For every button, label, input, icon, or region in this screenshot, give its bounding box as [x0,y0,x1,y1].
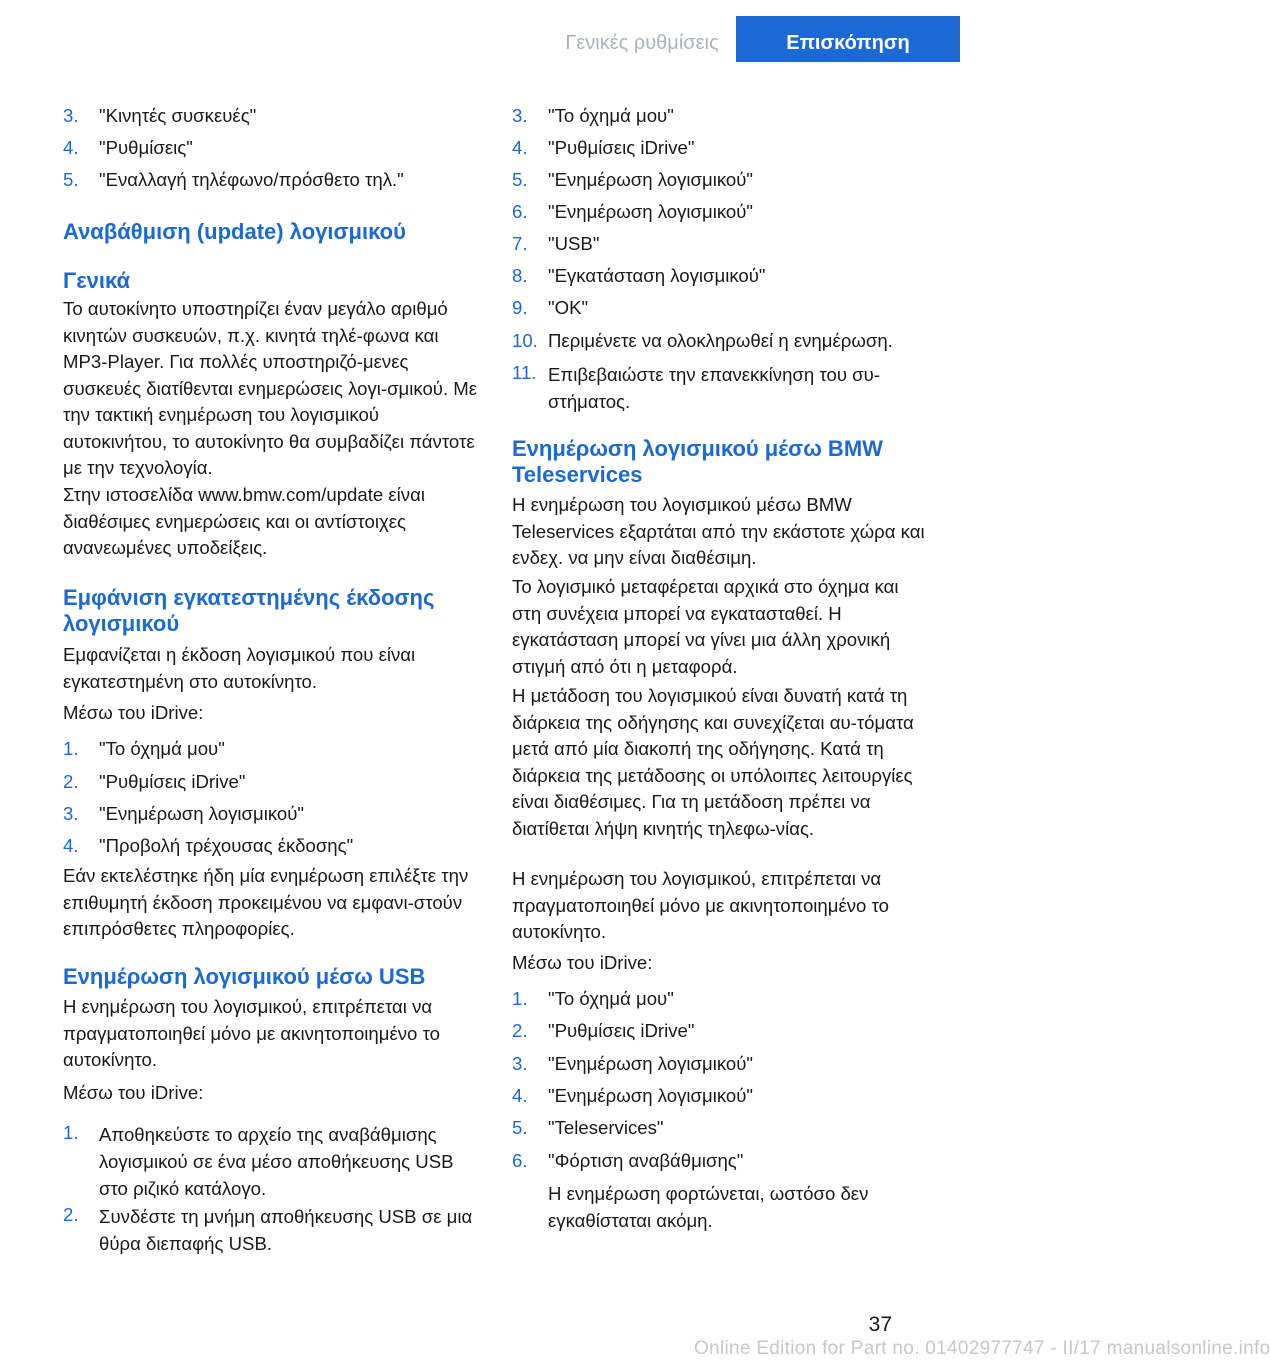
step-text: "Ρυθμίσεις iDrive" [548,1020,695,1041]
step-number: 10. [512,330,538,351]
paragraph-tele-3: Η μετάδοση του λογισμικού είναι δυνατή κατά τη διάρκεια της οδήγησης και συνεχίζεται αυ‐τόματα μετά από μία διακοπή της οδήγησης. Κατά τη διάρκεια της μετάδοσης οι υπόλοιπες λειτουργίες είναι διαθέσιμες. Για τη μετάδοση πρέπει να διατίθεται λήψη κινητής τηλεφω‐νίας. [512,685,914,839]
list-item [63,802,481,826]
paragraph-via-idrive: Μέσω του iDrive: [63,702,204,723]
list-item [512,264,932,288]
paragraph-display-2: Εάν εκτελέστηκε ήδη μία ενημέρωση επιλέξτε την επιθυμητή έκδοση προκειμένου να εμφανι‐στούν επιπρόσθετες πληροφορίες. [63,865,469,939]
paragraph-tele-4: Η ενημέρωση του λογισμικού, επιτρέπεται να πραγματοποιηθεί μόνο με ακινητοποιημένο το αυτοκίνητο. [512,868,889,942]
list-item [63,104,481,128]
list-item [63,737,481,761]
list-item [512,1052,932,1076]
list-item [512,361,932,415]
step-text: "Το όχημά μου" [548,105,674,126]
step-text: "Το όχημά μου" [99,738,225,759]
step-number: 3. [512,1053,528,1074]
step-text: "USB" [548,233,600,254]
step-number: 5. [63,169,79,190]
step-number: 4. [512,137,528,158]
paragraph-general-2: Στην ιστοσελίδα www.bmw.com/update είναι διαθέσιμες ενημερώσεις και οι αντίστοιχες ανανεωμένες υποδείξεις. [63,484,425,558]
subheading-display-version: Εμφάνιση εγκατεστημένης έκδοσης λογισμικού [63,585,435,636]
step-number: 5. [512,1117,528,1138]
step-text: "Ενημέρωση λογισμικού" [548,1053,754,1074]
list-item [512,1116,932,1140]
step-number: 4. [512,1085,528,1106]
step-text: "Teleservices" [548,1117,664,1138]
subheading-teleservices: Ενημέρωση λογισμικού μέσω BMW Teleservices [512,436,883,487]
list-item [63,168,481,192]
paragraph-via-idrive: Μέσω του iDrive: [512,952,653,973]
step-number: 3. [512,105,528,126]
tab-overview[interactable]: Επισκόπηση [736,16,960,62]
list-item [63,136,481,160]
subheading-general: Γενικά [63,268,131,293]
list-item [63,834,481,858]
paragraph-via-idrive: Μέσω του iDrive: [63,1082,204,1103]
step-number: 5. [512,169,528,190]
list-item [512,296,932,320]
step-number: 1. [63,1122,79,1143]
step-number: 7. [512,233,528,254]
list-item [512,329,932,353]
list-item [512,136,932,160]
paragraph-tele-2: Το λογισμικό μεταφέρεται αρχικά στο όχημα και στη συνέχεια μπορεί να εγκατασταθεί. Η εγκατάσταση μπορεί να γίνει μια άλλη χρονική στιγμή από ότι η μεταφορά. [512,576,899,677]
step-text: "OK" [548,297,589,318]
list-item [512,1019,932,1043]
list-item [63,770,481,794]
step-number: 8. [512,265,528,286]
step-number: 1. [63,738,79,759]
step-text: "Προβολή τρέχουσας έκδοσης" [99,835,354,856]
step-text: "Ενημέρωση λογισμικού" [548,1085,754,1106]
list-item [512,104,932,128]
step-text: "Εναλλαγή τηλέφωνο/πρόσθετο τηλ." [99,169,404,190]
step-number: 1. [512,988,528,1009]
list-item [512,200,932,224]
tab-general-settings[interactable]: Γενικές ρυθμίσεις [565,32,719,54]
list-item [512,1084,932,1108]
subheading-usb: Ενημέρωση λογισμικού μέσω USB [63,964,426,989]
step-number: 2. [63,1204,79,1225]
step-number: 3. [63,105,79,126]
step-number: 2. [512,1020,528,1041]
step-text: "Ρυθμίσεις iDrive" [548,137,695,158]
step-number: 11. [512,362,537,383]
list-item [63,1203,481,1257]
step-text: "Ρυθμίσεις iDrive" [99,771,246,792]
footer-watermark: Online Edition for Part no. 01402977747 - II/17 manualsonline.info [694,1338,1270,1359]
list-item [63,1121,481,1202]
step-text-main: "Φόρτιση αναβάθμισης" [548,1150,744,1171]
paragraph-usb-1: Η ενημέρωση του λογισμικού, επιτρέπεται να πραγματοποιηθεί μόνο με ακινητοποιημένο το αυτοκίνητο. [63,996,440,1070]
step-text: "Ενημέρωση λογισμικού" [548,201,754,222]
step-number: 4. [63,835,79,856]
list-item [512,232,932,256]
step-text: Περιμένετε να ολοκληρωθεί η ενημέρωση. [548,330,893,351]
step-number: 4. [63,137,79,158]
list-item [512,1149,932,1234]
step-text: Επιβεβαιώστε την επανεκκίνηση του συ‐στήματος. [548,364,880,412]
step-text: "Ρυθμίσεις" [99,137,193,158]
step-text [548,1149,932,1234]
step-number: 6. [512,201,528,222]
step-number: 6. [512,1150,528,1171]
step-note: Η ενημέρωση φορτώνεται, ωστόσο δεν εγκαθίσταται ακόμη. [548,1183,869,1231]
step-text: "Το όχημά μου" [548,988,674,1009]
list-item [512,168,932,192]
step-number: 2. [63,771,79,792]
list-item [512,987,932,1011]
page-number: 37 [868,1313,892,1336]
section-heading-update: Αναβάθμιση (update) λογισμικού [63,219,406,244]
step-text: Συνδέστε τη μνήμη αποθήκευσης USB σε μια θύρα διεπαφής USB. [99,1206,473,1254]
step-text: "Ενημέρωση λογισμικού" [548,169,754,190]
step-text: "Κινητές συσκευές" [99,105,257,126]
step-number: 3. [63,803,79,824]
page-header [0,0,960,62]
step-text: "Εγκατάσταση λογισμικού" [548,265,766,286]
paragraph-tele-1: Η ενημέρωση του λογισμικού μέσω BMW Teleservices εξαρτάται από την εκάστοτε χώρα και ενδεχ. να μην είναι διαθέσιμη. [512,494,925,568]
step-text: Αποθηκεύστε το αρχείο της αναβάθμισης λογισμικού σε ένα μέσο αποθήκευσης USB στο ριζικό κατάλογο. [99,1124,454,1199]
step-text: "Ενημέρωση λογισμικού" [99,803,305,824]
paragraph-display-1: Εμφανίζεται η έκδοση λογισμικού που είναι εγκατεστημένη στο αυτοκίνητο. [63,644,416,692]
paragraph-general-1: Το αυτοκίνητο υποστηρίζει έναν μεγάλο αριθμό κινητών συσκευών, π.χ. κινητά τηλέ‐φωνα και MP3-Player. Για πολλές υποστηριζό‐μενες συσκευές διατίθενται ενημερώσεις λογι‐σμικού. Με την τακτική ενημέρωση του λογισμικού αυτοκινήτου, το αυτοκίνητο θα συμβαδίζει πάντοτε με την τεχνολογία. [63,298,478,478]
step-number: 9. [512,297,528,318]
